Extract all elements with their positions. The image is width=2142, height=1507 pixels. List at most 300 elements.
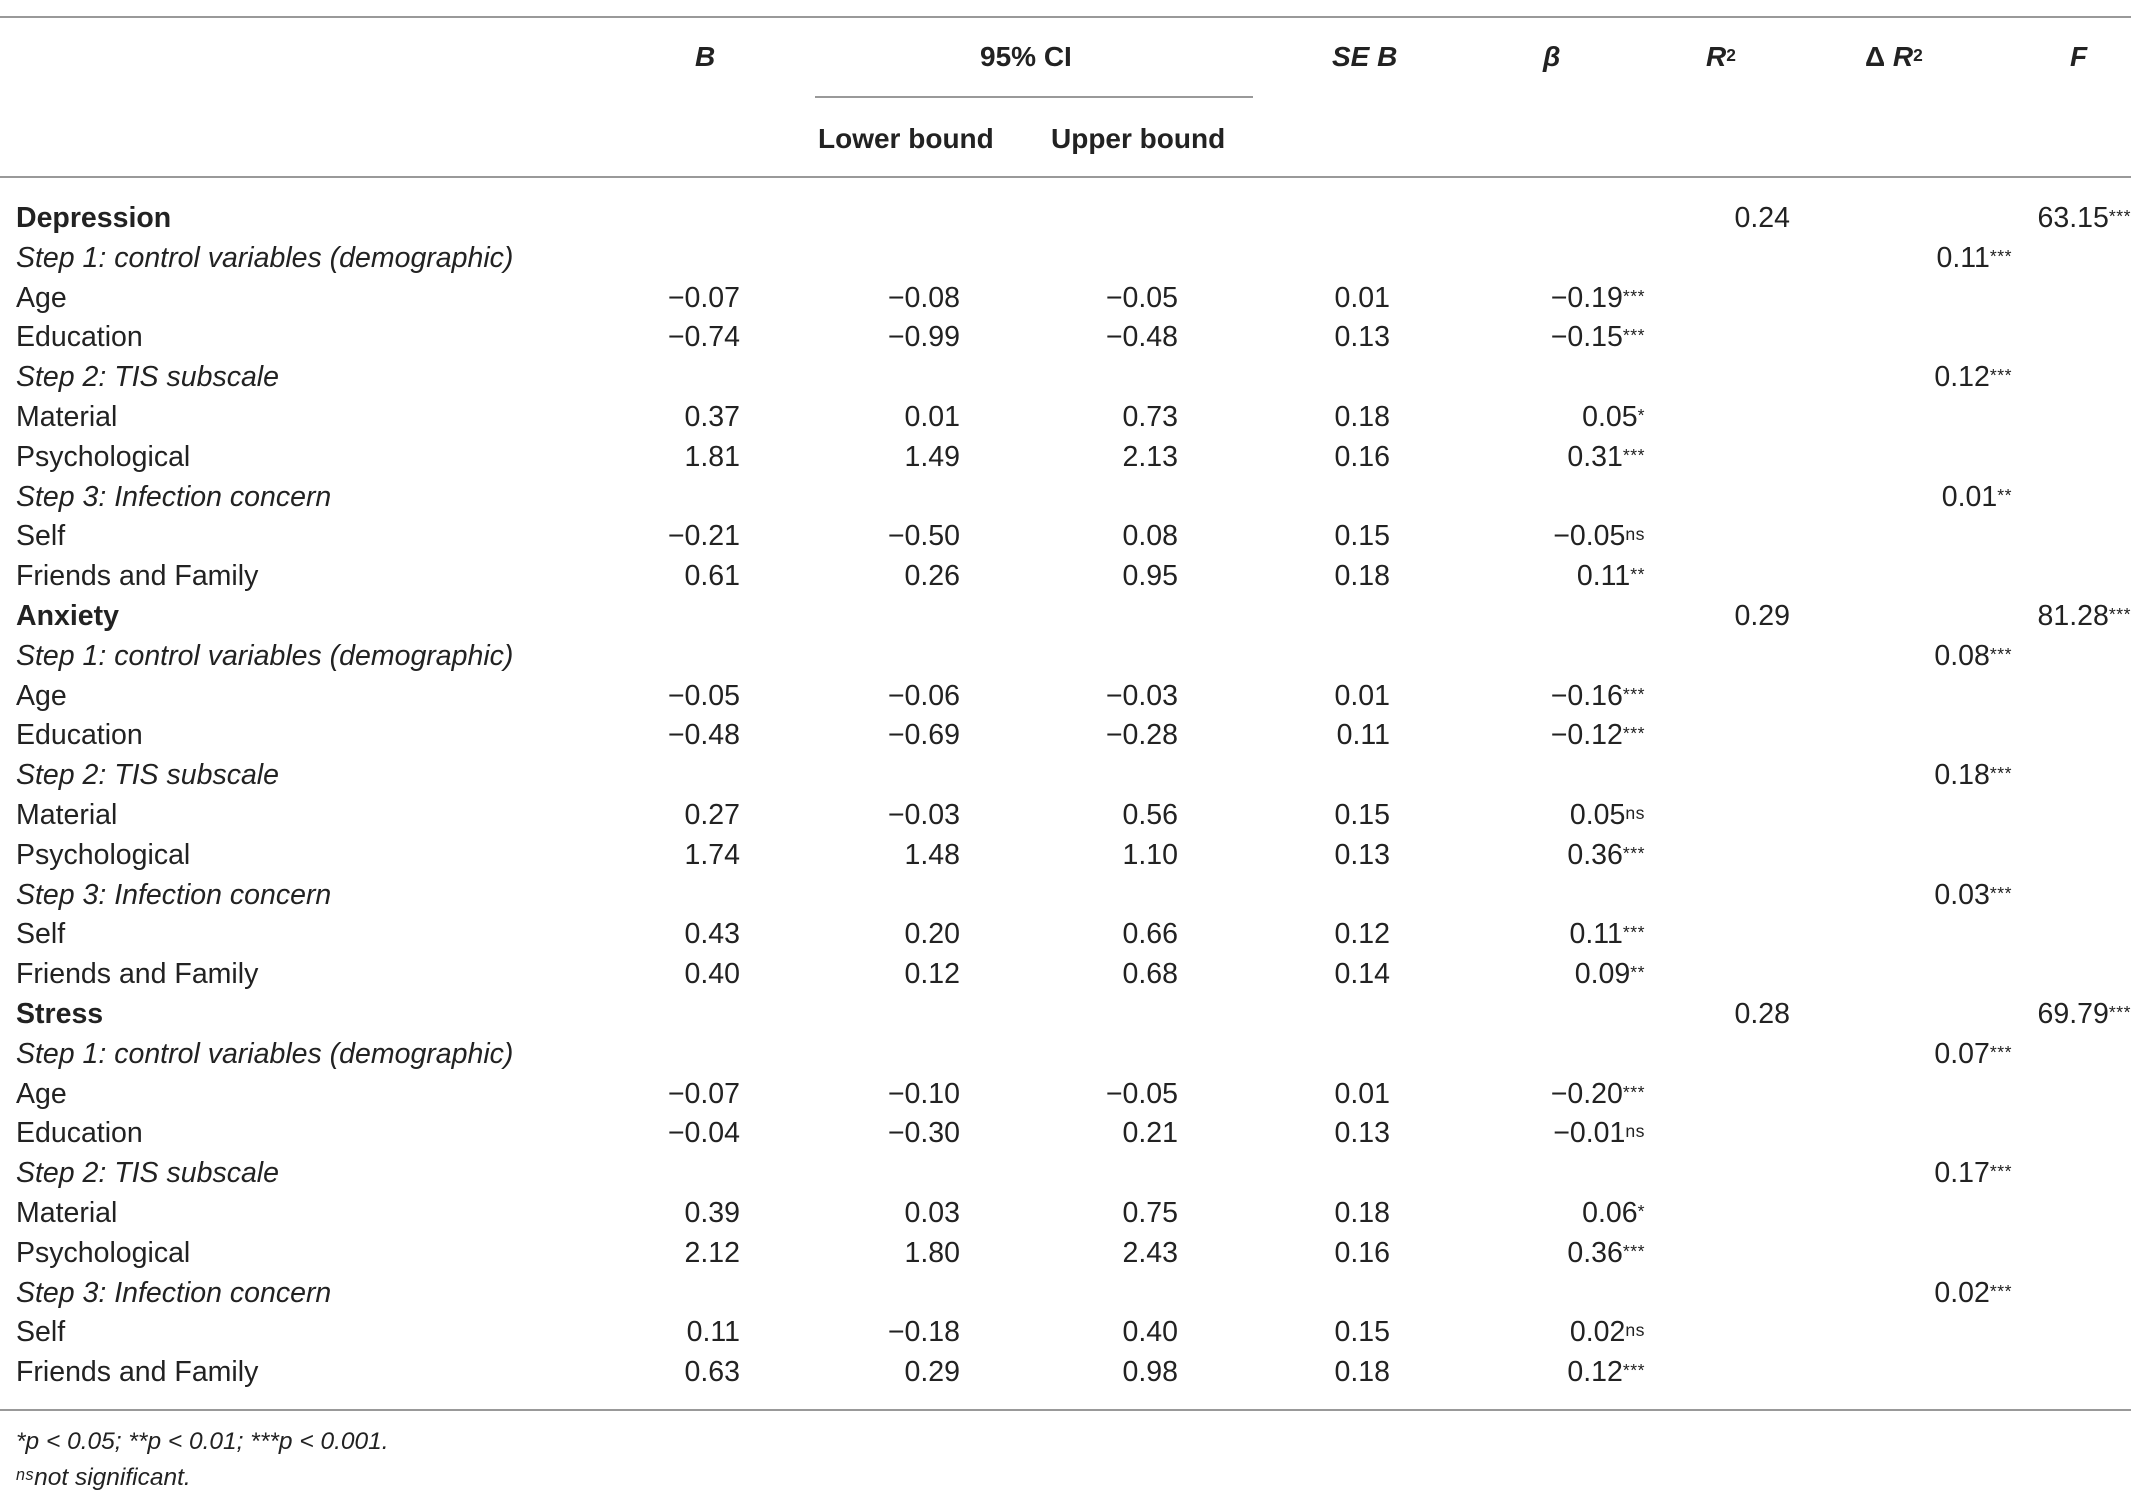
se-b-value	[1210, 677, 1390, 715]
footnote-ns-text: not significant.	[34, 1464, 191, 1491]
beta-value-value: 0.09	[1574, 958, 1631, 991]
beta-value-value: −0.19	[1550, 281, 1623, 314]
beta-value-significance: ns	[1625, 1121, 1645, 1142]
footnote-significance: *p < 0.05; **p < 0.01; ***p < 0.001.	[16, 1428, 389, 1455]
group-label-value: Stress	[16, 998, 104, 1030]
bottom-rule	[0, 1409, 2131, 1411]
upper-bound-value	[1000, 955, 1178, 993]
predictor-label-value: Material	[16, 799, 118, 831]
upper-bound-value-value: 2.43	[1122, 1236, 1178, 1269]
delta-r2-value-significance: ***	[1989, 1041, 2012, 1062]
b-value-value: 0.27	[684, 799, 740, 831]
step-label	[16, 876, 331, 914]
beta-value	[1445, 836, 1645, 874]
upper-bound-value-value: −0.48	[1105, 321, 1178, 354]
top-rule	[0, 16, 2131, 18]
predictor-label	[16, 1313, 65, 1351]
step-label-value: Step 1: control variables (demographic)	[16, 1037, 514, 1070]
f-value-value: 81.28	[2037, 600, 2109, 632]
step-label-value: Step 2: TIS subscale	[16, 1157, 279, 1190]
beta-value	[1445, 1114, 1645, 1152]
b-value	[560, 716, 740, 754]
lower-bound-value	[780, 677, 960, 715]
delta-r2-value-significance: ***	[1989, 1280, 2012, 1301]
b-value-value: 1.74	[684, 838, 740, 871]
delta-r2-value	[1812, 756, 2012, 794]
b-value	[560, 915, 740, 953]
se-b-value	[1210, 1234, 1390, 1272]
predictor-label	[16, 955, 258, 993]
b-value	[560, 557, 740, 595]
b-value-value: −0.04	[667, 1117, 740, 1150]
predictor-label-value: Psychological	[16, 1236, 191, 1269]
header-delta-r2	[1865, 40, 1923, 74]
delta-r2-value-value: 0.01	[1941, 480, 1998, 513]
delta-r2-value-value: 0.03	[1934, 878, 1990, 911]
upper-bound-value-value: 1.10	[1122, 838, 1178, 871]
r2-value	[1640, 199, 1790, 237]
upper-bound-value	[1000, 915, 1178, 953]
predictor-label	[16, 1075, 67, 1113]
upper-bound-value-value: 0.40	[1122, 1316, 1178, 1349]
delta-r2-value	[1812, 1035, 2012, 1073]
lower-bound-value	[780, 915, 960, 953]
delta-r2-value-value: 0.11	[1936, 241, 1990, 274]
predictor-label	[16, 716, 143, 754]
upper-bound-value-value: 0.73	[1122, 401, 1178, 433]
lower-bound-value-value: 0.26	[904, 560, 960, 593]
upper-bound-value	[1000, 279, 1178, 317]
beta-value-significance: ***	[1622, 1240, 1645, 1261]
predictor-label	[16, 677, 67, 715]
predictor-label	[16, 1194, 117, 1232]
predictor-label-value: Age	[16, 679, 67, 712]
b-value	[560, 1075, 740, 1113]
lower-bound-value-value: −0.03	[887, 799, 960, 831]
b-value	[560, 279, 740, 317]
f-value-significance: ***	[2108, 604, 2131, 624]
b-value-value: 0.39	[684, 1197, 740, 1229]
beta-value-value: −0.01	[1553, 1117, 1626, 1150]
se-b-value	[1210, 1313, 1390, 1351]
group-label	[16, 597, 119, 635]
predictor-label-value: Friends and Family	[16, 958, 259, 991]
header-upper-bound: Upper bound	[1051, 123, 1226, 154]
se-b-value-value: 0.15	[1334, 520, 1390, 553]
footnote-ns-sup: ns	[16, 1466, 35, 1484]
lower-bound-value-value: 0.12	[904, 958, 960, 991]
b-value-value: 0.11	[686, 1316, 740, 1349]
upper-bound-value-value: 0.95	[1122, 560, 1178, 593]
upper-bound-value-value: −0.05	[1105, 281, 1178, 314]
f-value	[1950, 995, 2131, 1033]
predictor-label	[16, 279, 67, 317]
se-b-value	[1210, 955, 1390, 993]
b-value-value: 0.37	[684, 401, 740, 433]
upper-bound-value-value: −0.28	[1105, 719, 1178, 752]
predictor-label	[16, 915, 65, 953]
se-b-value	[1210, 1114, 1390, 1152]
lower-bound-value-value: −0.69	[887, 719, 960, 752]
upper-bound-value-value: −0.03	[1105, 679, 1178, 712]
b-value-value: 2.12	[684, 1236, 740, 1269]
step-label	[16, 1035, 513, 1073]
upper-bound-value	[1000, 1353, 1178, 1391]
beta-value	[1445, 1353, 1645, 1391]
header-se-b: SE B	[1332, 41, 1398, 72]
upper-bound-value	[1000, 398, 1178, 436]
delta-r2-value-value: 0.02	[1934, 1276, 1990, 1309]
predictor-label-value: Friends and Family	[16, 1356, 259, 1389]
b-value	[560, 796, 740, 834]
beta-value-value: 0.02	[1569, 1316, 1626, 1349]
beta-value	[1445, 557, 1645, 595]
se-b-value	[1210, 398, 1390, 436]
beta-value	[1445, 1075, 1645, 1113]
upper-bound-value	[1000, 1194, 1178, 1232]
upper-bound-value	[1000, 796, 1178, 834]
beta-value-value: −0.12	[1550, 719, 1623, 752]
beta-value-significance: ***	[1622, 325, 1645, 346]
lower-bound-value	[780, 955, 960, 993]
beta-value	[1445, 1234, 1645, 1272]
lower-bound-value-value: −0.18	[887, 1316, 960, 1349]
delta-r2-value-value: 0.07	[1934, 1037, 1990, 1070]
se-b-value-value: 0.14	[1334, 958, 1390, 991]
header-delta-symbol: Δ	[1865, 41, 1893, 72]
se-b-value-value: 0.15	[1334, 799, 1390, 831]
se-b-value-value: 0.13	[1334, 838, 1390, 871]
group-label	[16, 995, 103, 1033]
step-label	[16, 1274, 331, 1312]
se-b-value	[1210, 517, 1390, 555]
lower-bound-value-value: 1.80	[904, 1236, 960, 1269]
delta-r2-value	[1812, 478, 2012, 516]
delta-r2-value-value: 0.17	[1934, 1157, 1990, 1190]
b-value	[560, 1114, 740, 1152]
se-b-value	[1210, 716, 1390, 754]
b-value	[560, 1313, 740, 1351]
beta-value	[1445, 1313, 1645, 1351]
upper-bound-value	[1000, 517, 1178, 555]
lower-bound-value	[780, 1075, 960, 1113]
beta-value	[1445, 915, 1645, 953]
beta-value-significance: *	[1637, 1201, 1645, 1221]
lower-bound-value-value: 1.49	[904, 440, 960, 473]
se-b-value-value: 0.01	[1334, 281, 1390, 314]
b-value-value: 0.40	[684, 958, 740, 991]
se-b-value	[1210, 796, 1390, 834]
upper-bound-value	[1000, 318, 1178, 356]
upper-bound-value-value: 0.75	[1122, 1197, 1178, 1229]
step-label-value: Step 1: control variables (demographic)	[16, 639, 514, 672]
predictor-label-value: Self	[16, 918, 66, 951]
se-b-value	[1210, 915, 1390, 953]
b-value-value: 0.43	[684, 918, 740, 951]
delta-r2-value-significance: ***	[1989, 365, 2012, 386]
b-value-value: −0.07	[667, 281, 740, 314]
lower-bound-value	[780, 796, 960, 834]
beta-value-significance: ns	[1625, 524, 1645, 545]
lower-bound-value-value: −0.99	[887, 321, 960, 354]
b-value	[560, 438, 740, 476]
r2-value-value: 0.29	[1734, 600, 1790, 632]
upper-bound-value	[1000, 677, 1178, 715]
beta-value	[1445, 318, 1645, 356]
beta-value-value: 0.11	[1576, 560, 1631, 593]
se-b-value-value: 0.18	[1334, 1356, 1390, 1389]
lower-bound-value-value: 0.03	[904, 1197, 960, 1229]
se-b-value	[1210, 1353, 1390, 1391]
beta-value-value: −0.20	[1550, 1077, 1623, 1110]
upper-bound-value-value: 0.68	[1122, 958, 1178, 991]
beta-value	[1445, 517, 1645, 555]
predictor-label	[16, 836, 190, 874]
upper-bound-value	[1000, 1114, 1178, 1152]
b-value-value: 1.81	[684, 440, 740, 473]
predictor-label-value: Psychological	[16, 838, 191, 871]
lower-bound-value-value: −0.06	[887, 679, 960, 712]
b-value	[560, 955, 740, 993]
beta-value-significance: ***	[1622, 842, 1645, 863]
upper-bound-value-value: −0.05	[1105, 1077, 1178, 1110]
lower-bound-value	[780, 318, 960, 356]
r2-value-value: 0.28	[1734, 998, 1790, 1030]
delta-r2-value-significance: ***	[1989, 245, 2012, 266]
se-b-value-value: 0.18	[1334, 401, 1390, 433]
r2-value	[1640, 597, 1790, 635]
beta-value-value: −0.05	[1553, 520, 1626, 553]
f-value-significance: ***	[2108, 206, 2131, 226]
step-label-value: Step 2: TIS subscale	[16, 361, 279, 394]
delta-r2-value	[1812, 876, 2012, 914]
predictor-label	[16, 517, 65, 555]
beta-value	[1445, 398, 1645, 436]
upper-bound-value-value: 2.13	[1122, 440, 1178, 473]
delta-r2-value	[1812, 239, 2012, 277]
lower-bound-value	[780, 517, 960, 555]
lower-bound-value	[780, 716, 960, 754]
upper-bound-value-value: 0.08	[1122, 520, 1178, 553]
beta-value-significance: **	[1630, 962, 1645, 983]
r2-value	[1640, 995, 1790, 1033]
beta-value	[1445, 796, 1645, 834]
se-b-value	[1210, 836, 1390, 874]
lower-bound-value-value: −0.50	[887, 520, 960, 553]
step-label	[16, 637, 513, 675]
delta-r2-value-value: 0.08	[1934, 639, 1990, 672]
b-value-value: −0.21	[667, 520, 740, 553]
b-value	[560, 517, 740, 555]
step-label-value: Step 1: control variables (demographic)	[16, 241, 514, 274]
se-b-value	[1210, 438, 1390, 476]
upper-bound-value-value: 0.56	[1122, 799, 1178, 831]
se-b-value	[1210, 557, 1390, 595]
step-label-value: Step 3: Infection concern	[16, 1276, 332, 1309]
predictor-label-value: Self	[16, 520, 66, 553]
beta-value-significance: ***	[1622, 922, 1645, 943]
b-value	[560, 677, 740, 715]
header-b	[695, 40, 715, 74]
lower-bound-value	[780, 1114, 960, 1152]
b-value	[560, 318, 740, 356]
se-b-value	[1210, 279, 1390, 317]
lower-bound-value-value: 0.01	[904, 401, 960, 433]
step-label-value: Step 3: Infection concern	[16, 878, 332, 911]
upper-bound-value-value: 0.66	[1122, 918, 1178, 951]
upper-bound-value-value: 0.98	[1122, 1356, 1178, 1389]
step-label	[16, 1154, 279, 1192]
predictor-label	[16, 1234, 190, 1272]
predictor-label-value: Education	[16, 321, 143, 354]
se-b-value	[1210, 1194, 1390, 1232]
beta-value	[1445, 1194, 1645, 1232]
beta-value-significance: ***	[1622, 1081, 1645, 1102]
f-value	[1950, 597, 2131, 635]
predictor-label-value: Age	[16, 281, 67, 314]
se-b-value-value: 0.15	[1334, 1316, 1390, 1349]
step-label	[16, 358, 279, 396]
header-ci: 95% CI	[980, 41, 1072, 72]
delta-r2-value	[1812, 637, 2012, 675]
group-label-value: Depression	[16, 202, 172, 234]
delta-r2-value-significance: ***	[1989, 1161, 2012, 1182]
predictor-label	[16, 318, 143, 356]
predictor-label	[16, 557, 258, 595]
se-b-value-value: 0.13	[1334, 321, 1390, 354]
delta-r2-value-significance: ***	[1989, 763, 2012, 784]
delta-r2-value-significance: **	[1997, 484, 2012, 505]
f-value-significance: ***	[2108, 1002, 2131, 1022]
beta-value-significance: ns	[1625, 1320, 1645, 1341]
delta-r2-value-value: 0.18	[1934, 759, 1990, 792]
lower-bound-value	[780, 438, 960, 476]
lower-bound-value-value: −0.08	[887, 281, 960, 314]
se-b-value-value: 0.16	[1334, 1236, 1390, 1269]
b-value	[560, 836, 740, 874]
group-label-value: Anxiety	[16, 600, 119, 632]
lower-bound-value-value: 0.20	[904, 918, 960, 951]
step-label	[16, 239, 513, 277]
beta-value-significance: ***	[1622, 285, 1645, 306]
beta-value-significance: ***	[1622, 444, 1645, 465]
lower-bound-value-value: −0.30	[887, 1117, 960, 1150]
group-label	[16, 199, 171, 237]
f-value-value: 63.15	[2037, 202, 2109, 234]
ci-rule	[815, 96, 1253, 98]
lower-bound-value	[780, 557, 960, 595]
predictor-label	[16, 438, 190, 476]
f-value-value: 69.79	[2037, 998, 2109, 1030]
predictor-label-value: Education	[16, 719, 143, 752]
delta-r2-value-significance: ***	[1989, 882, 2012, 903]
header-f: F	[2070, 41, 2088, 72]
beta-value-value: 0.05	[1569, 799, 1626, 831]
beta-value-value: 0.11	[1569, 918, 1623, 951]
b-value-value: −0.07	[667, 1077, 740, 1110]
delta-r2-value	[1812, 1274, 2012, 1312]
lower-bound-value	[780, 279, 960, 317]
upper-bound-value	[1000, 557, 1178, 595]
lower-bound-value	[780, 1234, 960, 1272]
header-bottom-rule	[0, 176, 2131, 178]
predictor-label-value: Material	[16, 1197, 118, 1229]
se-b-value-value: 0.13	[1334, 1117, 1390, 1150]
beta-value-significance: *	[1637, 405, 1645, 425]
header-beta: β	[1543, 41, 1561, 72]
b-value-value: 0.63	[684, 1356, 740, 1389]
upper-bound-value	[1000, 716, 1178, 754]
step-label-value: Step 2: TIS subscale	[16, 759, 279, 792]
r2-value-value: 0.24	[1734, 202, 1790, 234]
b-value	[560, 1353, 740, 1391]
beta-value-value: 0.36	[1567, 838, 1623, 871]
predictor-label-value: Friends and Family	[16, 560, 259, 593]
beta-value-significance: ***	[1622, 1360, 1645, 1381]
lower-bound-value	[780, 1313, 960, 1351]
predictor-label-value: Education	[16, 1117, 143, 1150]
beta-value-significance: ***	[1622, 723, 1645, 744]
se-b-value-value: 0.01	[1334, 679, 1390, 712]
predictor-label	[16, 398, 117, 436]
predictor-label-value: Psychological	[16, 440, 191, 473]
upper-bound-value	[1000, 836, 1178, 874]
b-value	[560, 398, 740, 436]
step-label-value: Step 3: Infection concern	[16, 480, 332, 513]
beta-value-value: 0.12	[1567, 1356, 1623, 1389]
lower-bound-value	[780, 836, 960, 874]
header-r2-text: R	[1706, 41, 1727, 72]
beta-value-significance: ***	[1622, 683, 1645, 704]
se-b-value	[1210, 318, 1390, 356]
header-r2-sup: 2	[1726, 45, 1737, 65]
delta-r2-value-value: 0.12	[1934, 361, 1990, 394]
upper-bound-value	[1000, 1075, 1178, 1113]
predictor-label	[16, 1114, 143, 1152]
beta-value-value: 0.31	[1567, 440, 1623, 473]
lower-bound-value-value: 0.29	[904, 1356, 960, 1389]
header-delta-r2-sup: 2	[1913, 45, 1924, 65]
b-value-value: 0.61	[684, 560, 740, 593]
upper-bound-value-value: 0.21	[1122, 1117, 1178, 1150]
header-b-text: B	[695, 41, 716, 72]
lower-bound-value-value: 1.48	[904, 838, 960, 871]
footnote-ns	[16, 1461, 191, 1495]
f-value	[1950, 199, 2131, 237]
upper-bound-value	[1000, 1313, 1178, 1351]
beta-value-significance: **	[1630, 564, 1645, 585]
se-b-value-value: 0.18	[1334, 1197, 1390, 1229]
beta-value	[1445, 716, 1645, 754]
delta-r2-value	[1812, 1154, 2012, 1192]
b-value	[560, 1234, 740, 1272]
lower-bound-value	[780, 1353, 960, 1391]
se-b-value-value: 0.01	[1334, 1077, 1390, 1110]
beta-value-significance: ns	[1625, 803, 1645, 823]
b-value-value: −0.74	[667, 321, 740, 354]
predictor-label	[16, 796, 117, 834]
upper-bound-value	[1000, 438, 1178, 476]
beta-value-value: 0.36	[1567, 1236, 1623, 1269]
predictor-label-value: Self	[16, 1316, 66, 1349]
lower-bound-value-value: −0.10	[887, 1077, 960, 1110]
step-label	[16, 478, 331, 516]
b-value-value: −0.48	[667, 719, 740, 752]
se-b-value-value: 0.16	[1334, 440, 1390, 473]
se-b-value-value: 0.18	[1334, 560, 1390, 593]
b-value	[560, 1194, 740, 1232]
lower-bound-value	[780, 1194, 960, 1232]
